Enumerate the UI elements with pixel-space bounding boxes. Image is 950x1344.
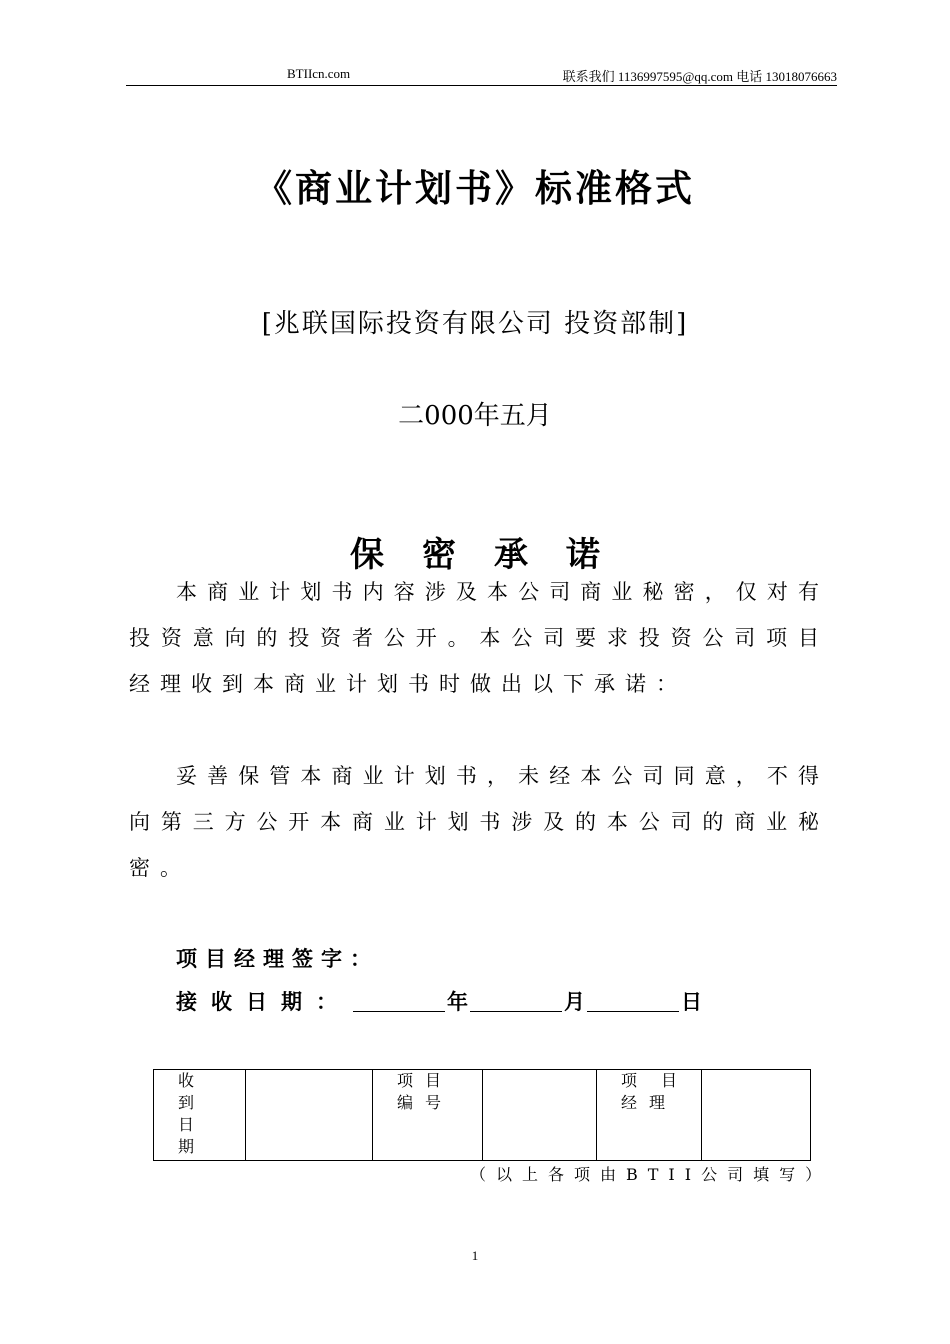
- received-date-char: 日: [178, 1115, 195, 1134]
- document-subtitle: [兆联国际投资有限公司 投资部制]: [261, 309, 689, 339]
- table-row: [154, 1070, 811, 1161]
- project-number-label-line: 项目: [397, 1071, 454, 1090]
- confidentiality-title-char: 密: [422, 535, 456, 575]
- project-manager-value-cell[interactable]: [702, 1070, 811, 1161]
- received-date-char: 到: [178, 1093, 195, 1112]
- confidentiality-title-char: 保: [350, 535, 384, 575]
- project-manager-cell: [597, 1070, 702, 1161]
- month-label: 月: [564, 990, 585, 1014]
- document-date: 二000年五月: [398, 401, 552, 431]
- header-contact: 联系我们 1136997595@qq.com 电话 13018076663: [562, 69, 837, 84]
- day-label: 日: [681, 990, 702, 1014]
- table-note: （以上各项由BTII公司填写）: [470, 1165, 832, 1184]
- header-divider: [126, 85, 837, 86]
- year-label: 年: [447, 990, 468, 1014]
- confidentiality-paragraph-2: 妥善保管本商业计划书，未经本公司同意，不得向第三方公开本商业计划书涉及的本公司的商业秘密。: [129, 764, 829, 880]
- receipt-date-row: [176, 986, 702, 1016]
- header-site: BTIIcn.com: [287, 66, 351, 81]
- confidentiality-paragraph-1: 本商业计划书内容涉及本公司商业秘密，仅对有投资意向的投资者公开。本公司要求投资公司项目经理收到本商业计划书时做出以下承诺：: [129, 580, 829, 696]
- info-table: [153, 1069, 811, 1161]
- confidentiality-title-char: 承: [494, 535, 528, 575]
- project-number-label-line: 编号: [397, 1093, 454, 1112]
- received-date-cell: [154, 1070, 246, 1161]
- month-blank[interactable]: [470, 989, 562, 1012]
- confidentiality-title-char: 诺: [566, 535, 600, 575]
- received-date-value-cell[interactable]: [246, 1070, 373, 1161]
- project-number-cell: [373, 1070, 483, 1161]
- manager-signature-label: 项目经理签字：: [176, 947, 379, 971]
- project-manager-label-line: 项目: [621, 1071, 702, 1090]
- project-manager-label-line: 经理: [621, 1093, 678, 1112]
- received-date-char: 期: [178, 1137, 195, 1156]
- receipt-date-label: 接收日期：: [176, 990, 351, 1014]
- document-title: 《商业计划书》标准格式: [255, 167, 695, 210]
- day-blank[interactable]: [587, 989, 679, 1012]
- page-number: 1: [471, 1248, 479, 1263]
- received-date-char: 收: [178, 1071, 195, 1090]
- project-number-value-cell[interactable]: [483, 1070, 597, 1161]
- year-blank[interactable]: [353, 989, 445, 1012]
